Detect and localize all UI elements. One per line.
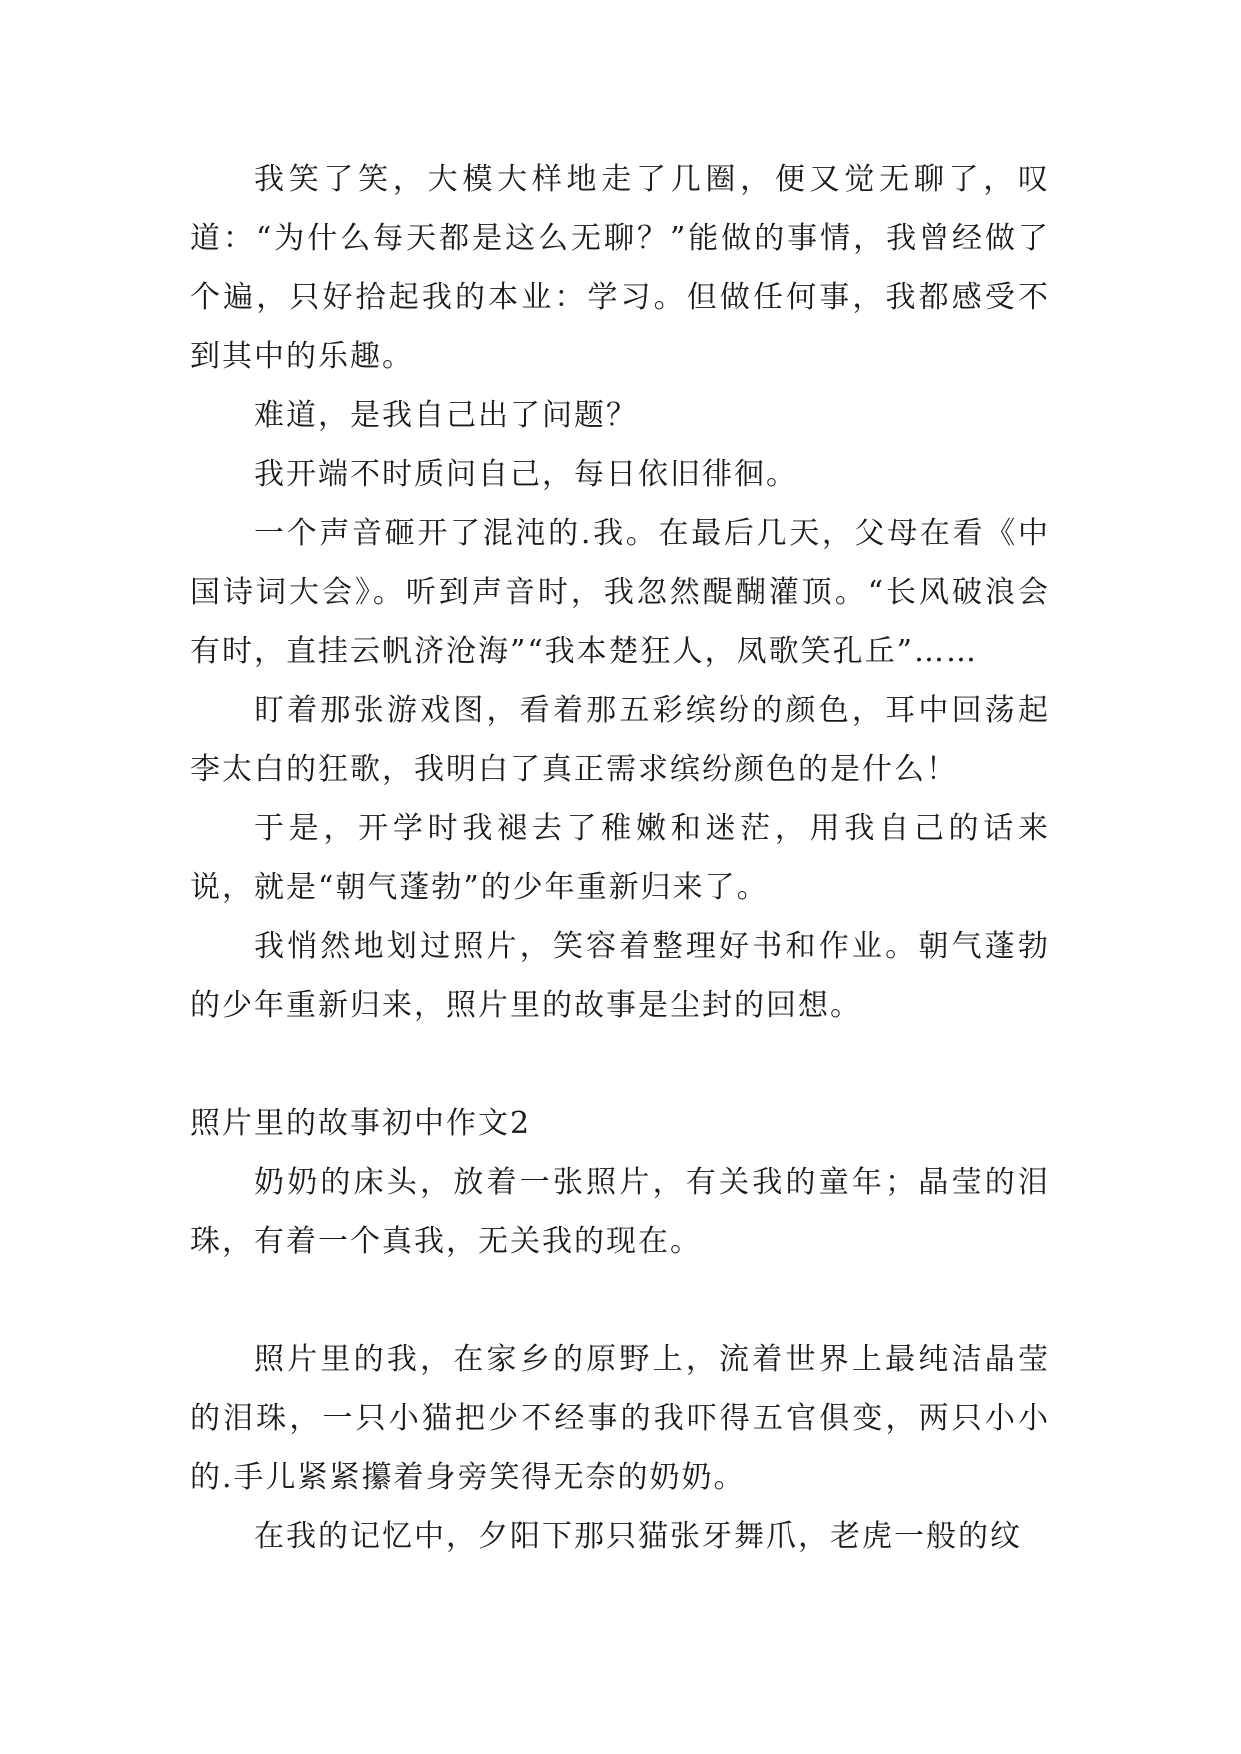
section-heading: 照片里的故事初中作文2 xyxy=(190,1106,532,1141)
blank-line xyxy=(190,1271,1050,1330)
paragraph: 在我的记忆中，夕阳下那只猫张牙舞爪，老虎一般的纹 xyxy=(254,1519,1022,1554)
document-page xyxy=(190,150,1050,1566)
paragraph: 难道，是我自己出了问题？ xyxy=(254,398,638,433)
paragraph: 奶奶的床头，放着一张照片，有关我的童年；晶莹的泪珠，有着一个真我，无关我的现在。 xyxy=(190,1165,1050,1259)
paragraph: 我开端不时质问自己，每日依旧徘徊。 xyxy=(254,457,798,492)
paragraph: 盯着那张游戏图，看着那五彩缤纷的颜色，耳中回荡起李太白的狂歌，我明白了真正需求缤纷颜色的是什么！ xyxy=(190,693,1050,787)
paragraph: 一个声音砸开了混沌的.我。在最后几天，父母在看《中国诗词大会》。听到声音时，我忽然醍醐灌顶。“长风破浪会有时，直挂云帆济沧海”“我本楚狂人，凤歌笑孔丘”…… xyxy=(190,516,1050,669)
paragraph: 于是，开学时我褪去了稚嫩和迷茫，用我自己的话来说，就是“朝气蓬勃”的少年重新归来了。 xyxy=(190,811,1050,905)
paragraph: 我悄然地划过照片，笑容着整理好书和作业。朝气蓬勃的少年重新归来，照片里的故事是尘封的回想。 xyxy=(190,929,1050,1023)
paragraph: 我笑了笑，大模大样地走了几圈，便又觉无聊了，叹道：“为什么每天都是这么无聊？”能做的事情，我曾经做了个遍，只好拾起我的本业：学习。但做任何事，我都感受不到其中的乐趣。 xyxy=(190,162,1050,374)
paragraph: 照片里的我，在家乡的原野上，流着世界上最纯洁晶莹的泪珠，一只小猫把少不经事的我吓得五官俱变，两只小小的.手儿紧紧攥着身旁笑得无奈的奶奶。 xyxy=(190,1342,1050,1495)
